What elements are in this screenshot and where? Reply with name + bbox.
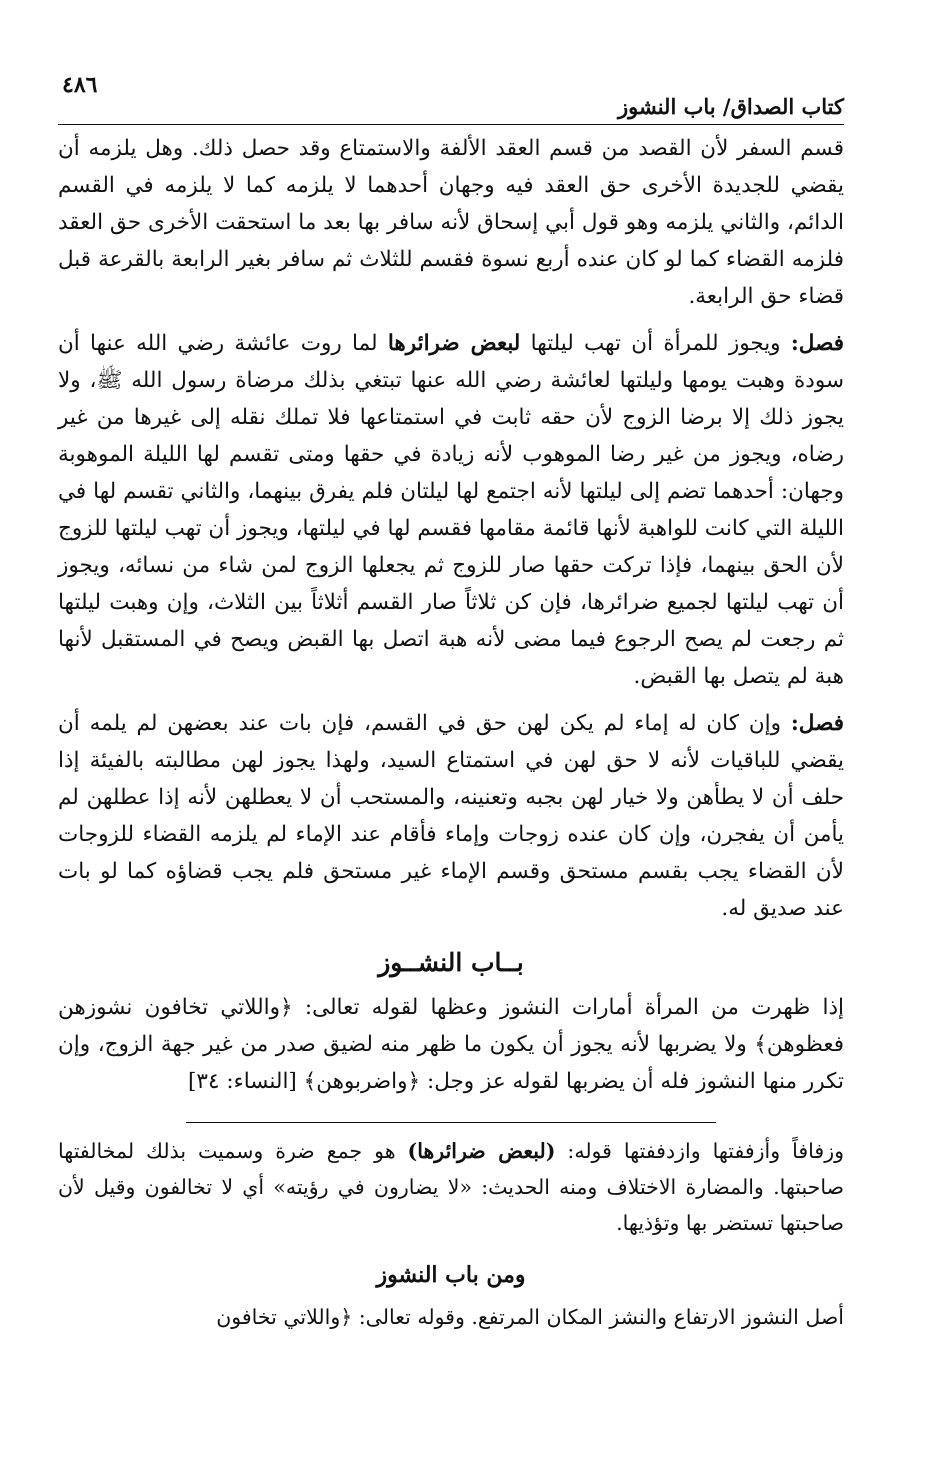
- emphasized-phrase: لبعض ضرائرها: [387, 331, 521, 356]
- paragraph-text: ويجوز للمرأة أن تهب ليلتها: [520, 331, 791, 356]
- paragraph-travel-division: قسم السفر لأن القصد من قسم العقد الألفة والاستمتاع وقد حصل ذلك. وهل يلزمه أن يقضي للجديدة الأخرى حق العقد فيه وجهان أحدهما لا يلزمه كما لا يلزمه في القسم الدائم، والثاني يلزمه وهو قول أبي إسحاق لأنه سافر بها بعد ما استحقت الأخرى حق العقد فلزمه القضاء كما لو كان عنده أربع نسوة فقسم للثلاث ثم سافر بغير الرابعة بالقرعة قبل قضاء حق الرابعة.: [58, 136, 844, 309]
- paragraph-text: وإن كان له إماء لم يكن لهن حق في القسم، فإن بات عند بعضهن لم يلمه أن يقضي للباقيات لأنه لا حق لهن في استمتاع السيد، ولهذا يجوز لهن مطالبته بالفيئة إذا حلف أن لا يطأهن ولا خيار لهن بجبه وتعنينه، والمستحب أن لا يعطلهن لأنه إذا عطلهن لم يأمن أن يفجرن، وإن كان عنده زوجات وإماء فأقام عند الإماء لم يلزمه القضاء للزوجات لأن القضاء يجب بقسم مستحق وقسم الإماء غير مستحق فلم يجب قضاؤه كما لو بات عند صديق له.: [58, 711, 844, 921]
- paragraph-gifting-night: [58, 325, 844, 695]
- running-header: [58, 72, 844, 124]
- main-text: [58, 130, 844, 1100]
- footnote-separator: [186, 1122, 716, 1123]
- chapter-title: بــاب النشــوز: [378, 948, 524, 977]
- header-rule: [58, 124, 844, 125]
- page-number: ٤٨٦: [62, 72, 98, 98]
- section-label: فصل:: [790, 331, 844, 356]
- paragraph-text: وزفافاً وأزففتها وازدففتها قوله:: [555, 1139, 845, 1163]
- paragraph-text: هو جمع ضرة وسميت بذلك لمخالفتها صاحبتها. والمضارة الاختلاف ومنه الحديث: «لا يضارون في رؤيته» أي لا تخالفون وقيل لأن صاحبتها تستضر بها وتؤذيها.: [58, 1139, 844, 1235]
- commentary-paragraph: [58, 1133, 844, 1241]
- emphasized-phrase: (لبعض ضرائرها): [407, 1139, 556, 1163]
- commentary-paragraph-nushuz: أصل النشوز الارتفاع والنشز المكان المرتفع. وقوله تعالى: ﴿واللاتي تخافون: [216, 1305, 844, 1329]
- paragraph-nushuz: إذا ظهرت من المرأة أمارات النشوز وعظها لقوله تعالى: ﴿واللاتي تخافون نشوزهن فعظوهن﴾ ولا يضربها لأنه يجوز أن يكون ما ظهر منه لضيق صدر من غير جهة الزوج، وإن تكرر منها النشوز فله أن يضربها لقوله عز وجل: ﴿واضربوهن﴾ [النساء: ٣٤]: [58, 995, 844, 1094]
- paragraph-text: لما روت عائشة رضي الله عنها أن سودة وهبت يومها وليلتها لعائشة رضي الله عنها تبتغي بذلك مرضاة رسول الله ﷺ، ولا يجوز ذلك إلا برضا الزوج لأن حقه ثابت في استمتاعها فلا تملك نقله إلى غيرها من غير رضاه، ويجوز من غير رضا الموهوب لأنه زيادة في حقها ومتى تقسم لها الليلة الموهوبة وجهان: أحدهما تضم إلى ليلتها لأنه اجتمع لها ليلتان فلم يفرق بينهما، والثاني تقسم لها في الليلة التي كانت للواهبة لأنها قائمة مقامها فقسم لها في ليلتها، ويجوز أن تهب ليلتها للزوج لأن الحق بينهما، فإذا تركت حقها صار للزوج ثم يجعلها الزوج لمن شاء من نسائه، ويجوز أن تهب ليلتها لجميع ضرائرها، فإن كن ثلاثاً صار القسم أثلاثاً بين الثلاث، وإن وهبت ليلتها ثم رجعت لم يصح الرجوع فيما مضى لأنه هبة اتصل بها القبض ويصح في المستقبل لأنها هبة لم يتصل بها القبض.: [58, 331, 844, 689]
- running-title: كتاب الصداق/ باب النشوز: [617, 94, 844, 119]
- book-page: [58, 72, 844, 1452]
- paragraph-slave-women: [58, 705, 844, 927]
- commentary-title: ومن باب النشوز: [376, 1262, 526, 1288]
- section-label: فصل:: [790, 711, 844, 736]
- commentary-section: [58, 1133, 844, 1335]
